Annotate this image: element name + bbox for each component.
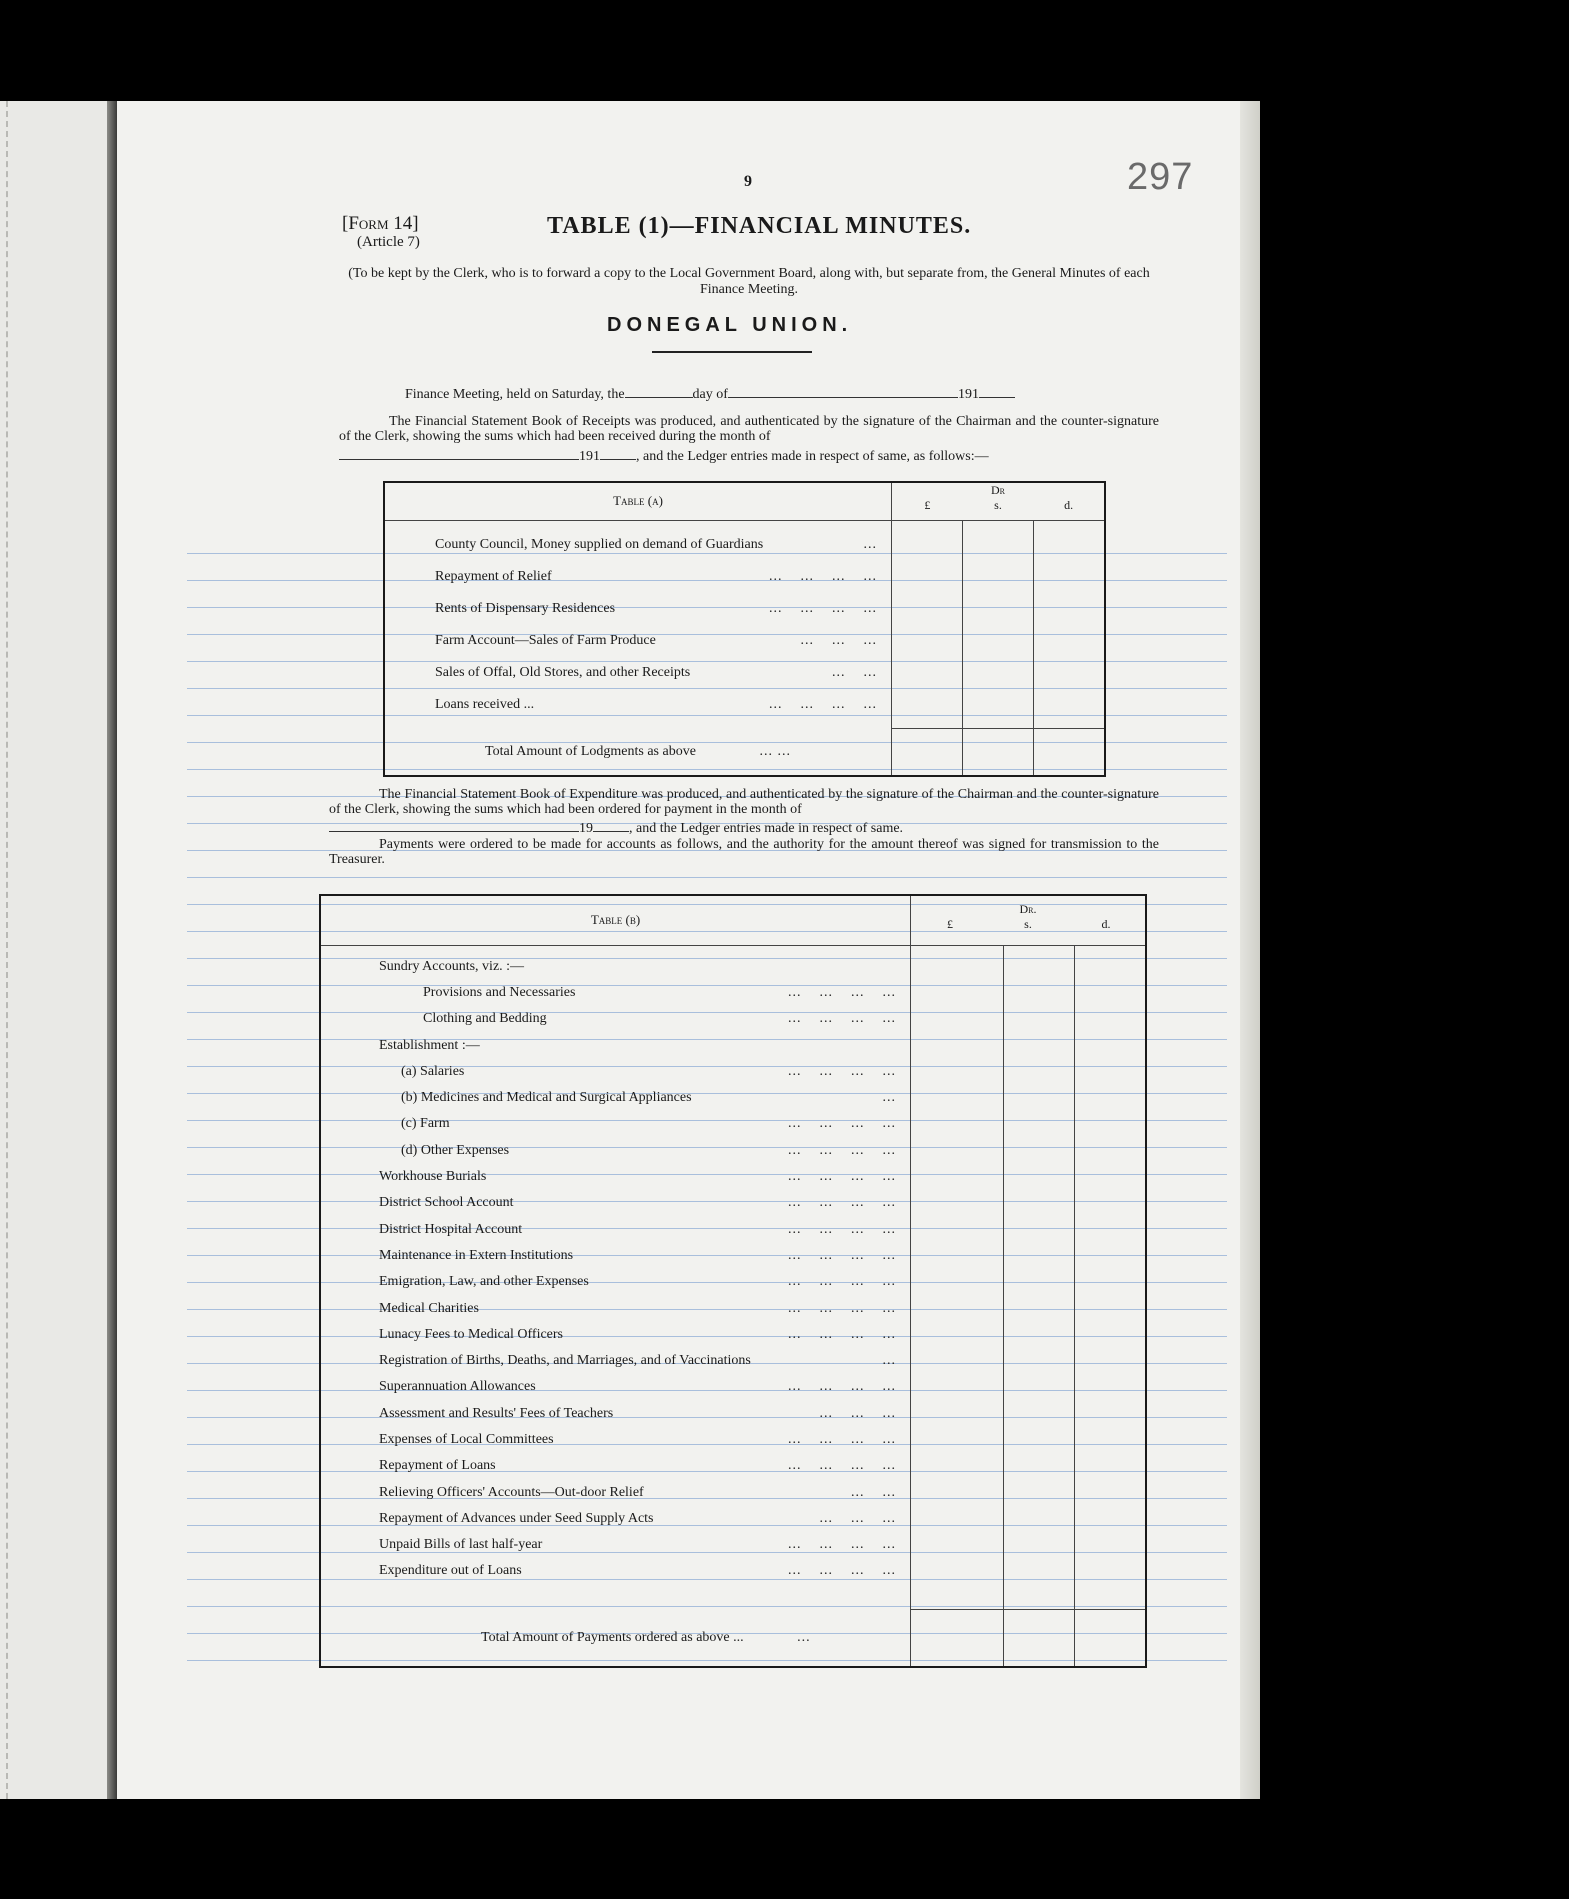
ledger-row [379,1401,910,1427]
row-leader-dots: ... [863,536,877,552]
ledger-row [379,1506,910,1532]
document-page [117,101,1260,1799]
row-leader-dots: ... ... ... ... [788,1195,896,1211]
row-leader-dots: ... ... ... ... [788,1063,896,1079]
receipts-table [383,481,1106,777]
union-name: DONEGAL UNION. [607,314,853,336]
receipts-month-blank[interactable] [339,449,579,460]
row-label: Repayment of Advances under Seed Supply Acts [379,1510,654,1526]
ledger-row [379,1032,910,1058]
row-label: Emigration, Law, and other Expenses [379,1274,589,1290]
row-label: Registration of Births, Deaths, and Marriages, and of Vaccinations [379,1353,751,1369]
ledger-row [379,1558,910,1584]
ledger-row [379,1111,910,1137]
expenditure-intro: The Financial Statement Book of Expenditure was produced, and authenticated by the signature of the Chairman and the counter-signature of the Clerk, showing the sums which had been ordered for payment in the month of [329,787,1159,817]
meeting-day-blank[interactable] [625,387,693,398]
row-label: (c) Farm [401,1116,450,1132]
receipts-intro: The Financial Statement Book of Receipts was produced, and authenticated by the signature of the Chairman and the counter-signature of the Clerk, showing the sums which had been received during the month of [339,414,1159,444]
row-leader-dots: ... ... ... ... [788,1169,896,1185]
ledger-row [379,1085,910,1111]
ledger-row [379,1216,910,1242]
col-shillings-b: s. [1024,917,1032,931]
row-label: Superannuation Allowances [379,1379,536,1395]
col-pence: d. [1064,498,1074,512]
meeting-day-of: day of [692,387,728,402]
row-leader-dots: ... ... ... ... [788,984,896,1000]
row-label: Provisions and Necessaries [423,984,576,1000]
article-reference: (Article 7) [357,234,420,250]
row-label: County Council, Money supplied on demand of Guardians [435,536,764,552]
row-label: Repayment of Loans [379,1458,496,1474]
col-pence-b: d. [1101,917,1111,931]
row-label: Maintenance in Extern Institutions [379,1247,574,1263]
receipts-intro-tail-line [339,449,1159,464]
pounds-column-b [911,945,1004,1609]
row-leader-dots: ... ... ... ... [788,1116,896,1132]
stitching [6,101,8,1799]
meeting-year-prefix: 191 [957,387,979,402]
receipts-year-blank[interactable] [600,449,636,460]
page-title: TABLE (1)—FINANCIAL MINUTES. [547,213,972,239]
ledger-row [379,1532,910,1558]
ledger-row [379,1427,910,1453]
row-leader-dots: ... ... ... ... [769,568,877,584]
row-leader-dots: ... ... ... ... [788,1431,896,1447]
ledger-row [379,1059,910,1085]
page-number: 9 [744,173,752,190]
ledger-row [379,1190,910,1216]
ledger-row [379,1164,910,1190]
row-label: Medical Charities [379,1300,479,1316]
row-label: Farm Account—Sales of Farm Produce [435,632,656,648]
table-a-header [384,482,892,520]
currency-columns [892,498,1104,513]
ledger-row [379,980,910,1006]
ledger-row [379,1348,910,1374]
table-a-title: Table (a) [613,492,663,508]
title-underline [652,351,812,353]
row-leader-dots: ... ... ... ... [788,1458,896,1474]
col-pounds: £ [924,498,931,512]
currency-columns-b [911,917,1145,932]
row-leader-dots: ... ... ... [819,1405,896,1421]
row-label: Rents of Dispensary Residences [435,600,616,616]
ledger-row [435,689,891,721]
row-label: Clothing and Bedding [423,1011,547,1027]
row-label: (a) Salaries [401,1063,465,1079]
row-label: Lunacy Fees to Medical Officers [379,1326,564,1342]
table-b-row-list [321,946,910,1585]
expenditure-year-blank[interactable] [593,821,629,832]
row-leader-dots: ... ... ... ... [769,600,877,616]
ledger-row [379,1322,910,1348]
receipts-tail: , and the Ledger entries made in respect of same, as follows:— [636,449,989,464]
row-label: Loans received ... [435,696,535,712]
row-label: (d) Other Expenses [401,1142,510,1158]
meeting-year-blank[interactable] [979,387,1015,398]
ledger-row [379,954,910,980]
ledger-row [379,1269,910,1295]
ledger-row [379,1453,910,1479]
ledger-row [435,561,891,593]
row-leader-dots: ... ... ... ... [788,1247,896,1263]
row-leader-dots: ... ... ... [800,632,877,648]
table-a-total-row [384,728,892,776]
dr-label: Dr [990,483,1005,497]
expenditure-year-prefix: 19 [579,821,593,836]
expenditure-month-blank[interactable] [329,821,579,832]
dr-header-b [911,895,1147,945]
ledger-row [435,529,891,561]
total-pence-cell-b[interactable] [1075,1609,1147,1667]
row-leader-dots: ... ... ... ... [788,1011,896,1027]
row-leader-dots: ... ... [851,1484,896,1500]
table-b-total-row [320,1609,911,1667]
expenditure-table [319,894,1147,1668]
page-edge [1240,101,1260,1799]
meeting-held-on: Finance Meeting, held on Saturday, the [405,387,625,402]
ledger-row [435,657,891,689]
row-leader-dots: ... ... ... ... [788,1379,896,1395]
instruction-note: (To be kept by the Clerk, who is to forward a copy to the Local Government Board, along with, but separate from, the General Minutes of each Finance Meeting. [348,266,1150,297]
row-leader-dots: ... ... ... ... [769,696,877,712]
meeting-month-blank[interactable] [728,387,958,398]
row-label: Sales of Offal, Old Stores, and other Receipts [435,664,691,680]
table-a-total-label: Total Amount of Lodgments as above [485,743,696,759]
row-leader-dots: ... [882,1353,896,1369]
shillings-column [963,520,1034,728]
row-label: Repayment of Relief [435,568,552,584]
total-pounds-cell-b[interactable] [911,1609,1004,1667]
row-label: Expenditure out of Loans [379,1563,522,1579]
table-b-header [320,895,911,945]
total-shillings-cell-b[interactable] [1004,1609,1075,1667]
ledger-row [379,1295,910,1321]
ledger-row [435,625,891,657]
table-b-title: Table (b) [590,911,641,927]
pounds-column [892,520,963,728]
table-a-rows [384,520,892,728]
col-shillings: s. [994,498,1002,512]
table-a-total-dots: ... ... [759,743,791,759]
pence-column-b [1075,945,1147,1609]
row-label: Sundry Accounts, viz. :— [379,958,525,974]
form-reference: [Form 14] [342,213,419,234]
row-leader-dots: ... ... ... ... [788,1537,896,1553]
left-page [0,101,117,1799]
ruled-line [187,877,1227,878]
row-leader-dots: ... ... ... ... [788,1142,896,1158]
row-label: Establishment :— [379,1037,480,1053]
row-leader-dots: ... [882,1090,896,1106]
table-b-rows [320,945,911,1609]
expenditure-tail-line [329,821,1159,836]
row-leader-dots: ... ... ... ... [788,1274,896,1290]
total-pounds-cell[interactable] [892,728,963,776]
row-leader-dots: ... ... ... ... [788,1300,896,1316]
ledger-row [379,1374,910,1400]
row-label: Assessment and Results' Fees of Teachers [379,1405,614,1421]
table-b-total-dots: ... [797,1629,811,1645]
dr-header [892,482,1106,520]
ledger-row [379,1479,910,1505]
folio-number: 297 [1127,156,1194,198]
row-label: (b) Medicines and Medical and Surgical Appliances [401,1090,692,1106]
col-pounds-b: £ [947,917,953,931]
total-pence-cell[interactable] [1034,728,1106,776]
pence-column [1034,520,1106,728]
payments-note: Payments were ordered to be made for accounts as follows, and the authority for the amount thereof was signed for transmission to the Treasurer. [329,837,1159,867]
expenditure-tail: , and the Ledger entries made in respect of same. [629,821,904,836]
row-label: Relieving Officers' Accounts—Out-door Relief [379,1484,644,1500]
row-leader-dots: ... ... ... ... [788,1326,896,1342]
row-leader-dots: ... ... ... ... [788,1563,896,1579]
dr-label-b: Dr. [1019,902,1037,916]
table-b-total-label: Total Amount of Payments ordered as above ... [481,1629,744,1645]
total-shillings-cell[interactable] [963,728,1034,776]
receipts-year-prefix: 191 [579,449,600,464]
row-label: Unpaid Bills of last half-year [379,1537,543,1553]
row-leader-dots: ... ... ... ... [788,1221,896,1237]
binding-gutter [107,101,117,1799]
table-a-row-list [385,521,891,721]
shillings-column-b [1004,945,1075,1609]
row-leader-dots: ... ... ... [819,1510,896,1526]
ledger-row [379,1006,910,1032]
row-label: Workhouse Burials [379,1169,487,1185]
meeting-line [405,387,1205,402]
ledger-row [435,593,891,625]
ledger-row [379,1243,910,1269]
ledger-row [379,1138,910,1164]
row-label: Expenses of Local Committees [379,1431,554,1447]
row-leader-dots: ... ... [832,664,877,680]
row-label: District Hospital Account [379,1221,523,1237]
row-label: District School Account [379,1195,514,1211]
